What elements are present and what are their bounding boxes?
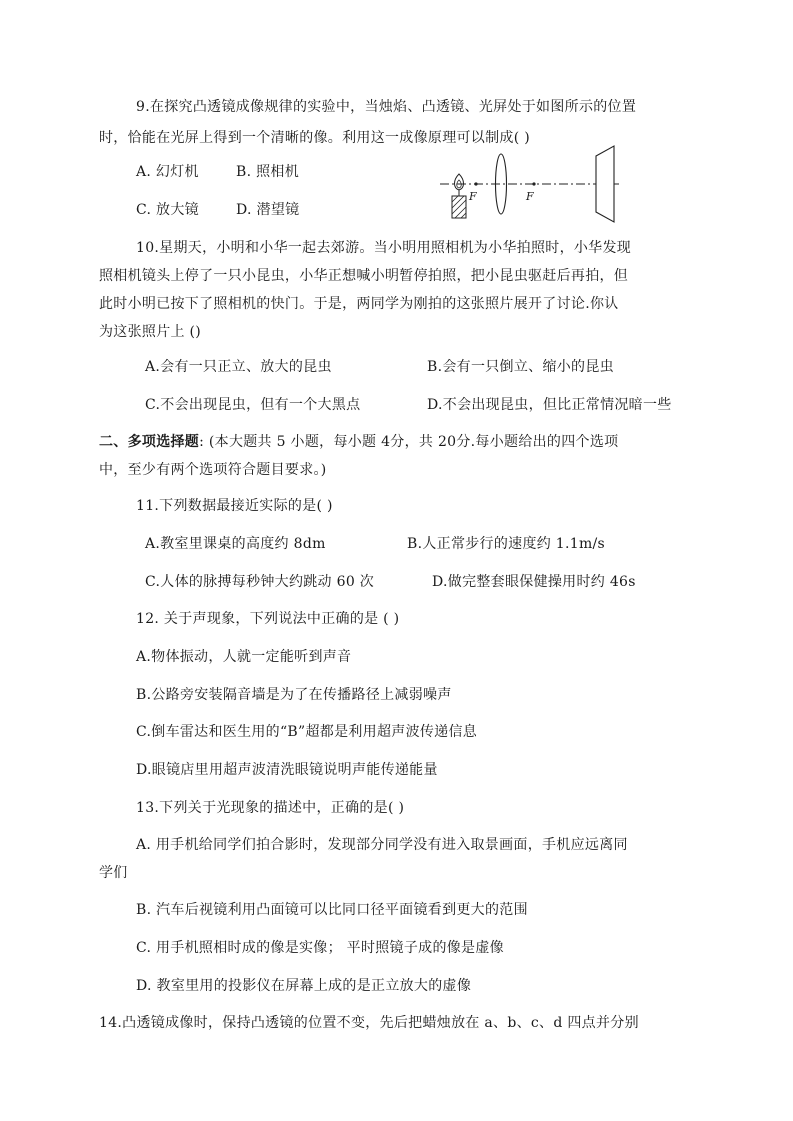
q10-stem-line1: 10.星期天，小明和小华一起去郊游。当小明用照相机为小华拍照时，小华发现 <box>136 240 632 256</box>
q13-option-a-line2: 学们 <box>99 865 128 881</box>
q9-stem-line2: 时，恰能在光屏上得到一个清晰的像。利用这一成像原理可以制成( ) <box>99 130 530 146</box>
q11-option-b: B.人正常步行的速度约 1.1m/s <box>407 536 606 552</box>
q10-stem-line2: 照相机镜头上停了一只小昆虫，小华正想喊小明暂停拍照，把小昆虫驱赶后再拍，但 <box>99 268 629 284</box>
q10-option-c: C.不会出现昆虫，但有一个大黑点 <box>145 397 361 413</box>
q12-option-a: A.物体振动，人就一定能听到声音 <box>136 649 352 665</box>
focal-label-right: F <box>526 190 534 203</box>
section2-instructions-line2: 中，至少有两个选项符合题目要求。) <box>99 462 327 478</box>
focal-label-left: F <box>469 190 477 203</box>
q11-option-a: A.教室里课桌的高度约 8dm <box>145 536 326 552</box>
q10-option-d: D.不会出现昆虫，但比正常情况暗一些 <box>427 397 672 413</box>
q13-option-a-line1: A. 用手机给同学们拍合影时，发现部分同学没有进入取景画面，手机应远离同 <box>136 837 628 853</box>
q9-option-b: B. 照相机 <box>236 164 299 180</box>
q12-option-d: D.眼镜店里用超声波清洗眼镜说明声能传递能量 <box>136 762 438 778</box>
q11-stem: 11.下列数据最接近实际的是( ) <box>136 498 333 514</box>
light-screen <box>596 146 614 222</box>
q13-option-c: C. 用手机照相时成的像是实像； 平时照镜子成的像是虚像 <box>136 940 504 956</box>
q9-option-d: D. 潜望镜 <box>236 202 300 218</box>
q13-option-d: D. 教室里用的投影仪在屏幕上成的是正立放大的虚像 <box>136 978 472 994</box>
q12-stem: 12. 关于声现象，下列说法中正确的是 ( ) <box>136 611 400 627</box>
q12-option-c: C.倒车雷达和医生用的“B”超都是利用超声波传递信息 <box>136 724 478 740</box>
section2-instructions: : (本大题共 5 小题，每小题 4分，共 20分.每小题给出的四个选项 <box>199 434 619 450</box>
q9-option-a: A. 幻灯机 <box>136 164 199 180</box>
q10-option-a: A.会有一只正立、放大的昆虫 <box>145 359 332 375</box>
candle-icon <box>452 190 466 218</box>
q10-option-b: B.会有一只倒立、缩小的昆虫 <box>427 359 614 375</box>
q12-option-b: B.公路旁安装隔音墙是为了在传播路径上减弱噪声 <box>136 687 452 703</box>
focal-point-left <box>474 182 477 185</box>
q13-stem: 13.下列关于光现象的描述中，正确的是( ) <box>136 800 405 816</box>
q11-option-d: D.做完整套眼保健操用时约 46s <box>432 574 636 590</box>
q9-stem-line1: 9.在探究凸透镜成像规律的实验中，当烛焰、凸透镜、光屏处于如图所示的位置 <box>136 99 637 115</box>
q10-stem-line4: 为这张照片上 () <box>99 324 202 340</box>
convex-lens-experiment-diagram <box>436 142 626 224</box>
section2-title: 二、多项选择题 <box>99 434 200 450</box>
focal-point-right <box>532 182 535 185</box>
q13-option-b: B. 汽车后视镜利用凸面镜可以比同口径平面镜看到更大的范围 <box>136 902 528 918</box>
section2-heading-line1 <box>99 432 618 452</box>
q9-option-c: C. 放大镜 <box>136 202 199 218</box>
q11-option-c: C.人体的脉搏每秒钟大约跳动 60 次 <box>145 574 375 590</box>
q10-stem-line3: 此时小明已按下了照相机的快门。于是，两同学为刚拍的这张照片展开了讨论.你认 <box>99 296 619 312</box>
q14-stem-line1: 14.凸透镜成像时，保持凸透镜的位置不变，先后把蜡烛放在 a、b、c、d 四点并分别 <box>99 1015 639 1031</box>
